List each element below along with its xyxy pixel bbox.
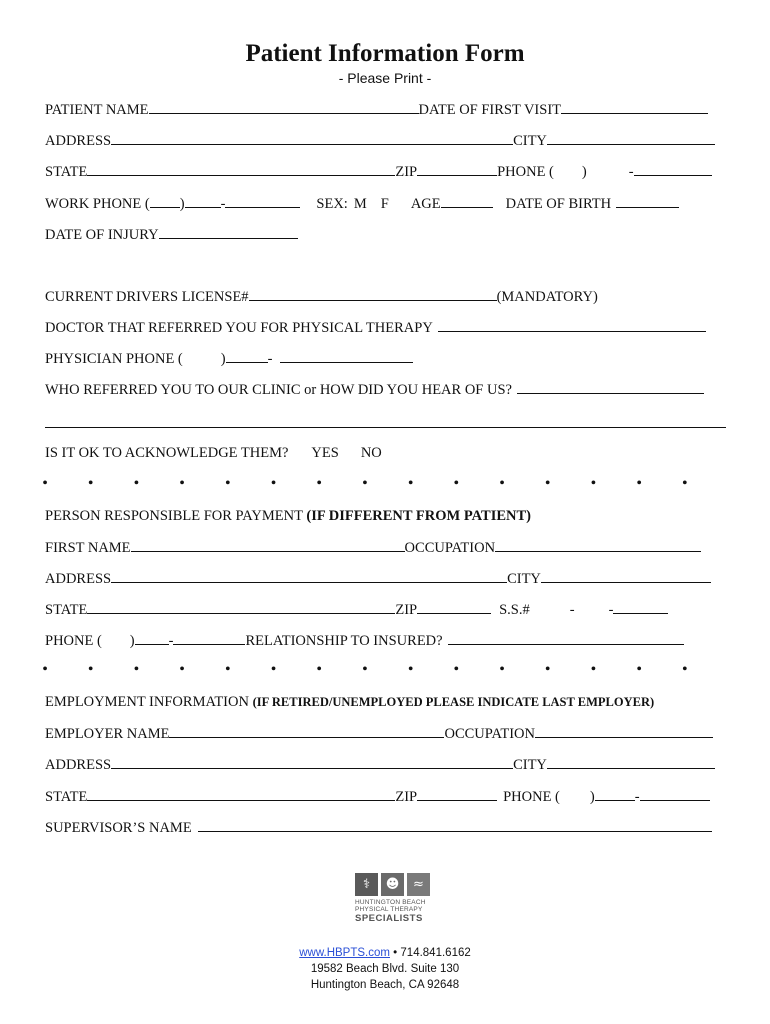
employment-phone-dash: - — [634, 789, 640, 805]
employment-section-heading — [45, 692, 654, 712]
work-phone-area-field[interactable] — [150, 193, 180, 208]
payment-heading: PERSON RESPONSIBLE FOR PAYMENT — [45, 508, 307, 524]
bullet: • — [225, 661, 231, 678]
bullet: • — [133, 661, 140, 678]
payment-phone-field[interactable] — [173, 630, 245, 645]
relationship-field[interactable] — [448, 630, 684, 645]
head-profile-icon: ☻ — [381, 873, 404, 896]
row-employment-state — [45, 786, 710, 806]
zip-label: ZIP — [395, 164, 418, 180]
payment-phone-label: PHONE ( — [45, 633, 102, 649]
row-employment-address — [45, 754, 715, 774]
phone-dash: - — [628, 164, 634, 180]
row-employer-name — [45, 723, 713, 743]
acknowledge-yes-option[interactable]: YES — [311, 445, 339, 461]
bullet: • — [133, 475, 140, 492]
employment-state-field[interactable] — [87, 786, 395, 801]
who-referred-continuation-line[interactable] — [45, 427, 726, 428]
payment-city-field[interactable] — [541, 568, 711, 583]
employment-phone-field[interactable] — [640, 786, 710, 801]
phone-field[interactable] — [634, 161, 712, 176]
logo-line-3: SPECIALISTS — [355, 913, 423, 924]
address-field[interactable] — [111, 130, 513, 145]
payment-heading-note: (IF DIFFERENT FROM PATIENT) — [306, 508, 531, 524]
footer-contact-line — [0, 947, 770, 959]
logo-line-1: HUNTINGTON BEACH — [355, 899, 426, 906]
bullet: • — [316, 475, 323, 492]
date-of-birth-field[interactable] — [616, 193, 679, 208]
payment-phone-paren-close: ) — [129, 633, 135, 649]
phone-paren-close: ) — [581, 164, 587, 180]
bullet: • — [270, 661, 277, 678]
employer-name-field[interactable] — [169, 723, 444, 738]
employment-heading: EMPLOYMENT INFORMATION — [45, 694, 253, 710]
payment-address-label: ADDRESS — [45, 571, 112, 587]
employment-city-field[interactable] — [547, 754, 715, 769]
bullet: • — [636, 475, 642, 492]
state-label: STATE — [45, 164, 88, 180]
bullet: • — [407, 475, 414, 492]
payment-first-name-field[interactable] — [131, 537, 405, 552]
physician-phone-dash: - — [267, 351, 273, 367]
bullet: • — [87, 475, 94, 492]
relationship-label: RELATIONSHIP TO INSURED? — [245, 633, 443, 649]
zip-field[interactable] — [417, 161, 497, 176]
employment-occupation-label: OCCUPATION — [444, 726, 535, 742]
drivers-license-field[interactable] — [249, 286, 497, 301]
acknowledge-label: IS IT OK TO ACKNOWLEDGE THEM? — [45, 445, 289, 461]
payment-ss-dash2: - — [608, 602, 614, 618]
payment-phone-dash: - — [168, 633, 174, 649]
work-phone-paren-close: ) — [179, 196, 185, 212]
sex-m-option[interactable]: M — [353, 196, 367, 212]
row-state — [45, 161, 712, 181]
bullet: • — [544, 661, 551, 678]
payment-occupation-label: OCCUPATION — [404, 540, 496, 556]
payment-city-label: CITY — [507, 571, 541, 587]
row-drivers-license — [45, 286, 598, 306]
row-payment-phone — [45, 630, 684, 650]
employment-occupation-field[interactable] — [535, 723, 713, 738]
payment-zip-field[interactable] — [417, 599, 491, 614]
bullet: • — [179, 475, 185, 492]
row-work-phone — [45, 193, 679, 213]
row-payment-state — [45, 599, 668, 619]
bullet: • — [270, 475, 277, 492]
bullet: • — [590, 475, 597, 492]
wave-icon: ≈ — [407, 873, 430, 896]
bullet-divider — [40, 475, 690, 493]
date-first-visit-label: DATE OF FIRST VISIT — [418, 102, 562, 118]
doctor-referred-label: DOCTOR THAT REFERRED YOU FOR PHYSICAL THERAPY — [45, 320, 433, 336]
payment-occupation-field[interactable] — [495, 537, 701, 552]
logo-text — [355, 899, 433, 924]
payment-ss-field[interactable] — [613, 599, 668, 614]
row-who-referred — [45, 379, 704, 399]
work-phone-dash: - — [220, 196, 226, 212]
patient-name-field[interactable] — [149, 99, 419, 114]
patient-name-label: PATIENT NAME — [45, 102, 149, 118]
supervisor-field[interactable] — [198, 817, 712, 832]
sex-f-option[interactable]: F — [380, 196, 389, 212]
doctor-referred-field[interactable] — [438, 317, 706, 332]
bullet: • — [225, 475, 231, 492]
bullet: • — [590, 661, 597, 678]
employment-phone-prefix-field[interactable] — [595, 786, 635, 801]
footer-phone: 714.841.6162 — [400, 947, 471, 959]
clinic-logo — [355, 873, 433, 924]
who-referred-field[interactable] — [517, 379, 704, 394]
row-patient-name — [45, 99, 708, 119]
row-payment-first-name — [45, 537, 701, 557]
bullet: • — [179, 661, 185, 678]
bullet: • — [42, 475, 48, 492]
payment-state-field[interactable] — [87, 599, 395, 614]
footer-address-1: 19582 Beach Blvd. Suite 130 — [310, 963, 460, 975]
bullet: • — [362, 661, 368, 678]
payment-ss-label: S.S.# — [499, 602, 530, 618]
row-payment-address — [45, 568, 711, 588]
payment-first-name-label: FIRST NAME — [45, 540, 131, 556]
physician-phone-field[interactable] — [280, 348, 413, 363]
employment-state-label: STATE — [45, 789, 88, 805]
row-date-of-injury — [45, 224, 298, 244]
bullet: • — [636, 661, 642, 678]
employment-zip-field[interactable] — [417, 786, 497, 801]
supervisor-label: SUPERVISOR’S NAME — [45, 820, 192, 836]
employment-phone-paren-close: ) — [589, 789, 595, 805]
date-first-visit-field[interactable] — [561, 99, 708, 114]
row-doctor-referred — [45, 317, 706, 337]
page-subtitle: - Please Print - — [338, 70, 432, 86]
bullet-divider — [40, 661, 690, 679]
payment-state-label: STATE — [45, 602, 88, 618]
work-phone-label: WORK PHONE ( — [45, 196, 150, 212]
bullet: • — [682, 661, 688, 678]
date-of-birth-label: DATE OF BIRTH — [505, 196, 612, 212]
bullet: • — [499, 661, 505, 678]
bullet: • — [87, 661, 94, 678]
row-address — [45, 130, 715, 150]
phone-label: PHONE ( — [497, 164, 554, 180]
bullet: • — [544, 475, 551, 492]
bullet: • — [407, 661, 414, 678]
employment-address-label: ADDRESS — [45, 757, 112, 773]
state-field[interactable] — [87, 161, 395, 176]
employment-city-label: CITY — [513, 757, 547, 773]
employment-phone-label: PHONE ( — [503, 789, 560, 805]
date-of-injury-field[interactable] — [159, 224, 298, 239]
city-field[interactable] — [547, 130, 715, 145]
city-label: CITY — [513, 133, 547, 149]
physician-phone-paren-close: ) — [220, 351, 226, 367]
acknowledge-no-option[interactable]: NO — [360, 445, 382, 461]
bullet: • — [682, 475, 688, 492]
bullet: • — [362, 475, 368, 492]
bullet: • — [42, 661, 48, 678]
payment-section-heading — [45, 506, 531, 526]
employment-heading-note: (IF RETIRED/UNEMPLOYED PLEASE INDICATE LAST EMPLOYER) — [252, 695, 655, 709]
page-title: Patient Information Form — [245, 40, 525, 67]
row-supervisor — [45, 817, 712, 837]
logo-icons — [355, 873, 433, 896]
employment-zip-label: ZIP — [395, 789, 418, 805]
row-physician-phone — [45, 348, 413, 368]
employer-name-label: EMPLOYER NAME — [45, 726, 170, 742]
bullet: • — [453, 661, 460, 678]
mandatory-label: (MANDATORY) — [496, 289, 598, 305]
sex-label: SEX: — [316, 196, 348, 212]
address-label: ADDRESS — [45, 133, 112, 149]
work-phone-field[interactable] — [225, 193, 300, 208]
bullet: • — [499, 475, 505, 492]
date-of-injury-label: DATE OF INJURY — [45, 227, 159, 243]
logo-line-2: PHYSICAL THERAPY — [355, 906, 423, 913]
bullet: • — [316, 661, 323, 678]
caduceus-icon: ⚕ — [355, 873, 378, 896]
payment-zip-label: ZIP — [395, 602, 418, 618]
row-acknowledge — [45, 443, 382, 463]
physician-phone-prefix-field[interactable] — [226, 348, 268, 363]
who-referred-label: WHO REFERRED YOU TO OUR CLINIC or HOW DID YOU HEAR OF US? — [45, 382, 512, 398]
physician-phone-label: PHYSICIAN PHONE ( — [45, 351, 183, 367]
age-label: AGE — [410, 196, 441, 212]
footer-address-2: Huntington Beach, CA 92648 — [310, 979, 460, 991]
work-phone-prefix-field[interactable] — [185, 193, 221, 208]
bullet: • — [453, 475, 460, 492]
employment-address-field[interactable] — [111, 754, 513, 769]
age-field[interactable] — [441, 193, 493, 208]
footer-separator: • — [389, 947, 401, 959]
drivers-license-label: CURRENT DRIVERS LICENSE# — [45, 289, 249, 305]
payment-phone-prefix-field[interactable] — [135, 630, 169, 645]
website-link[interactable]: www.HBPTS.com — [299, 947, 390, 959]
payment-ss-dash1: - — [569, 602, 575, 618]
payment-address-field[interactable] — [111, 568, 507, 583]
